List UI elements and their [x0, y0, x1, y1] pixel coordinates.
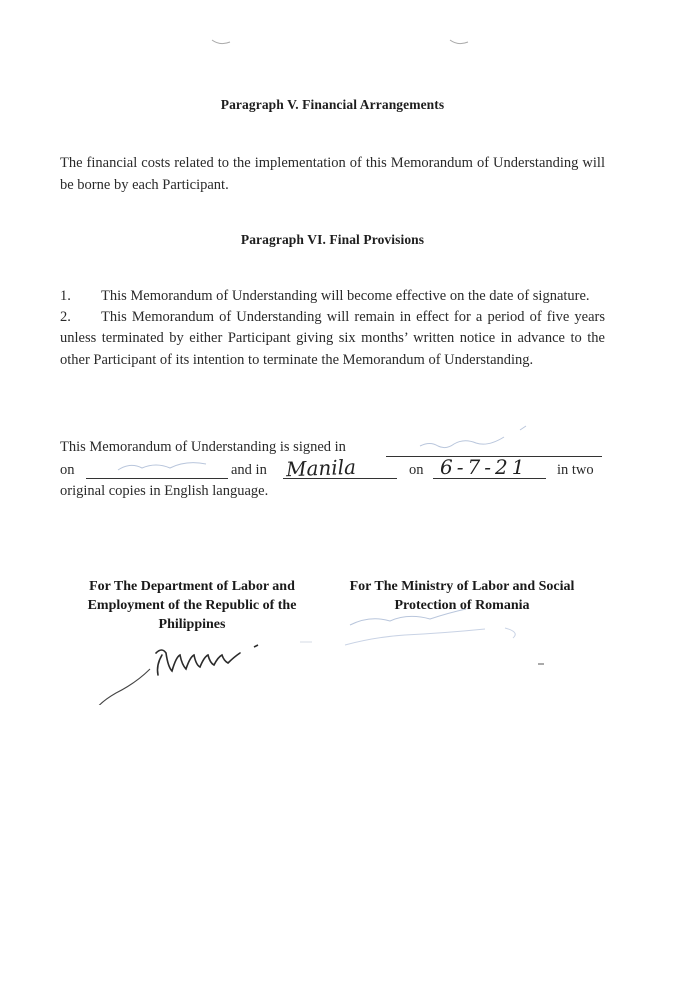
item-number: 2. — [60, 309, 71, 326]
list-item — [60, 286, 605, 307]
final-provisions-list — [60, 286, 605, 371]
list-item — [60, 307, 605, 371]
item-number: 1. — [60, 288, 71, 304]
and-in-label: and in — [231, 462, 267, 478]
signed-in-label: This Memorandum of Understanding is signed in — [60, 439, 346, 455]
signatory-philippines: For The Department of Labor and Employment of the Republic of the Philippines — [87, 579, 297, 632]
on-label: on — [60, 462, 75, 478]
on-label-2: on — [409, 462, 424, 478]
date-blank-1 — [86, 462, 228, 479]
item-text: This Memorandum of Understanding will become effective on the date of signature. — [101, 288, 590, 304]
signature-philippines — [90, 625, 290, 705]
item-text: This Memorandum of Understanding will remain in effect for a period of five years unless terminated by either Participant giving six months’ written notice in advance to the other Participant of its intention to terminate the Memorandum of Understanding. — [60, 309, 605, 368]
signatory-romania: For The Ministry of Labor and Social Protection of Romania — [349, 579, 575, 613]
financial-paragraph: The financial costs related to the implementation of this Memorandum of Understanding will be borne by each Participant. — [60, 155, 605, 193]
handwritten-place: Manila — [285, 454, 357, 482]
section-heading-final-provisions: Paragraph VI. Final Provisions — [240, 232, 425, 247]
handwritten-date: 6-7-21 — [440, 455, 529, 479]
signing-line-3: original copies in English language. — [60, 483, 269, 499]
section-heading-financial: Paragraph V. Financial Arrangements — [220, 97, 445, 112]
in-two-label: in two — [557, 462, 594, 478]
